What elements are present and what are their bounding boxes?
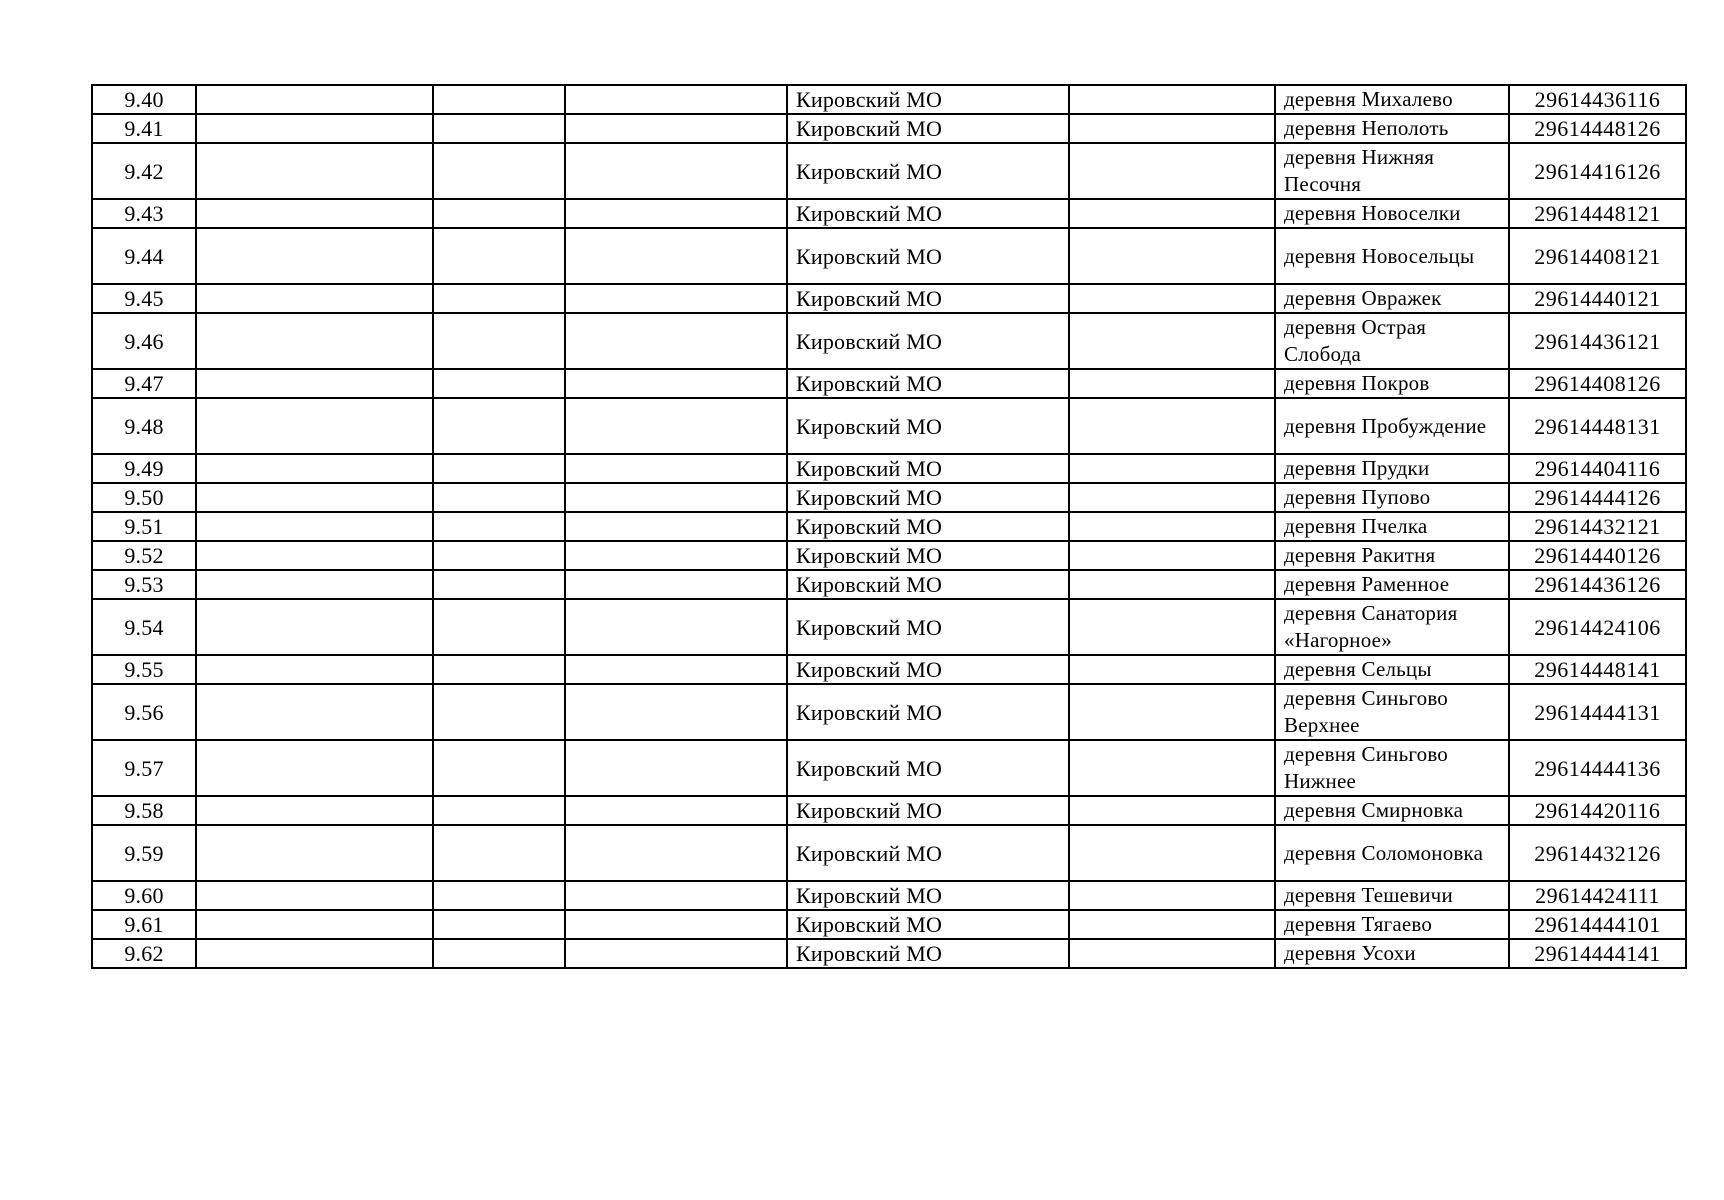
empty-cell [565, 512, 787, 541]
empty-cell [196, 740, 433, 796]
settlement-name-cell: деревня Пупово [1275, 483, 1509, 512]
municipality-cell: Кировский МО [787, 143, 1069, 199]
oktmo-code-cell: 29614448131 [1509, 398, 1686, 454]
empty-cell [565, 398, 787, 454]
settlement-name-cell: деревня Михалево [1275, 85, 1509, 114]
empty-cell [196, 684, 433, 740]
empty-cell [1069, 483, 1275, 512]
table-row [92, 199, 1686, 228]
municipality-cell: Кировский МО [787, 599, 1069, 655]
settlement-name-cell: деревня Пчелка [1275, 512, 1509, 541]
empty-cell [196, 512, 433, 541]
empty-cell [433, 910, 565, 939]
empty-cell [1069, 541, 1275, 570]
empty-cell [1069, 939, 1275, 968]
empty-cell [433, 369, 565, 398]
empty-cell [196, 313, 433, 369]
empty-cell [565, 825, 787, 881]
settlement-name-cell: деревня Прудки [1275, 454, 1509, 483]
settlement-name-cell: деревня Тешевичи [1275, 881, 1509, 910]
empty-cell [196, 825, 433, 881]
settlement-name-cell: деревня Пробуждение [1275, 398, 1509, 454]
oktmo-code-cell: 29614444101 [1509, 910, 1686, 939]
empty-cell [565, 85, 787, 114]
empty-cell [1069, 369, 1275, 398]
empty-cell [433, 512, 565, 541]
empty-cell [196, 454, 433, 483]
empty-cell [565, 599, 787, 655]
empty-cell [196, 939, 433, 968]
oktmo-code-cell: 29614420116 [1509, 796, 1686, 825]
empty-cell [196, 796, 433, 825]
table-row [92, 796, 1686, 825]
municipality-cell: Кировский МО [787, 541, 1069, 570]
empty-cell [565, 740, 787, 796]
municipality-cell: Кировский МО [787, 85, 1069, 114]
municipality-cell: Кировский МО [787, 284, 1069, 313]
empty-cell [565, 454, 787, 483]
empty-cell [565, 483, 787, 512]
table-row [92, 313, 1686, 369]
oktmo-code-cell: 29614436121 [1509, 313, 1686, 369]
empty-cell [565, 313, 787, 369]
municipality-cell: Кировский МО [787, 655, 1069, 684]
oktmo-code-cell: 29614444126 [1509, 483, 1686, 512]
table-row [92, 284, 1686, 313]
empty-cell [433, 939, 565, 968]
municipality-cell: Кировский МО [787, 512, 1069, 541]
row-number-cell: 9.43 [92, 199, 196, 228]
oktmo-code-cell: 29614440126 [1509, 541, 1686, 570]
municipality-cell: Кировский МО [787, 740, 1069, 796]
oktmo-code-cell: 29614404116 [1509, 454, 1686, 483]
empty-cell [433, 655, 565, 684]
table-row [92, 541, 1686, 570]
municipality-cell: Кировский МО [787, 114, 1069, 143]
empty-cell [1069, 85, 1275, 114]
empty-cell [433, 143, 565, 199]
empty-cell [433, 541, 565, 570]
municipality-cell: Кировский МО [787, 454, 1069, 483]
empty-cell [196, 570, 433, 599]
settlement-name-cell: деревня Сельцы [1275, 655, 1509, 684]
empty-cell [196, 369, 433, 398]
row-number-cell: 9.58 [92, 796, 196, 825]
settlement-name-cell: деревня Овражек [1275, 284, 1509, 313]
empty-cell [565, 939, 787, 968]
oktmo-code-cell: 29614448141 [1509, 655, 1686, 684]
empty-cell [196, 114, 433, 143]
empty-cell [1069, 512, 1275, 541]
empty-cell [433, 483, 565, 512]
empty-cell [565, 114, 787, 143]
empty-cell [196, 143, 433, 199]
empty-cell [565, 570, 787, 599]
row-number-cell: 9.61 [92, 910, 196, 939]
empty-cell [1069, 825, 1275, 881]
municipality-cell: Кировский МО [787, 228, 1069, 284]
empty-cell [196, 228, 433, 284]
empty-cell [196, 541, 433, 570]
empty-cell [1069, 284, 1275, 313]
empty-cell [565, 143, 787, 199]
oktmo-code-cell: 29614408126 [1509, 369, 1686, 398]
empty-cell [196, 881, 433, 910]
empty-cell [1069, 143, 1275, 199]
empty-cell [196, 599, 433, 655]
settlement-name-cell: деревня Покров [1275, 369, 1509, 398]
empty-cell [565, 684, 787, 740]
table-row [92, 825, 1686, 881]
municipality-cell: Кировский МО [787, 910, 1069, 939]
empty-cell [433, 740, 565, 796]
row-number-cell: 9.46 [92, 313, 196, 369]
empty-cell [196, 199, 433, 228]
empty-cell [433, 796, 565, 825]
settlement-name-cell: деревня Раменное [1275, 570, 1509, 599]
empty-cell [1069, 910, 1275, 939]
municipality-cell: Кировский МО [787, 825, 1069, 881]
empty-cell [433, 454, 565, 483]
oktmo-code-cell: 29614416126 [1509, 143, 1686, 199]
empty-cell [565, 369, 787, 398]
settlement-name-cell: деревня Нижняя Песочня [1275, 143, 1509, 199]
empty-cell [565, 881, 787, 910]
row-number-cell: 9.54 [92, 599, 196, 655]
row-number-cell: 9.44 [92, 228, 196, 284]
row-number-cell: 9.50 [92, 483, 196, 512]
empty-cell [565, 910, 787, 939]
row-number-cell: 9.51 [92, 512, 196, 541]
oktmo-code-cell: 29614436116 [1509, 85, 1686, 114]
table-row [92, 910, 1686, 939]
empty-cell [433, 599, 565, 655]
empty-cell [565, 228, 787, 284]
settlement-name-cell: деревня Синьгово Верхнее [1275, 684, 1509, 740]
oktmo-code-cell: 29614444131 [1509, 684, 1686, 740]
settlement-name-cell: деревня Неполоть [1275, 114, 1509, 143]
table-row [92, 85, 1686, 114]
table-row [92, 143, 1686, 199]
empty-cell [565, 541, 787, 570]
table-row [92, 684, 1686, 740]
table-row [92, 369, 1686, 398]
empty-cell [1069, 599, 1275, 655]
row-number-cell: 9.49 [92, 454, 196, 483]
table-row [92, 570, 1686, 599]
empty-cell [1069, 796, 1275, 825]
settlement-name-cell: деревня Новосельцы [1275, 228, 1509, 284]
empty-cell [1069, 114, 1275, 143]
municipality-cell: Кировский МО [787, 684, 1069, 740]
table-row [92, 740, 1686, 796]
empty-cell [433, 313, 565, 369]
table-row [92, 114, 1686, 143]
empty-cell [433, 881, 565, 910]
empty-cell [433, 570, 565, 599]
empty-cell [433, 85, 565, 114]
row-number-cell: 9.48 [92, 398, 196, 454]
oktmo-code-cell: 29614448121 [1509, 199, 1686, 228]
settlement-name-cell: деревня Соломоновка [1275, 825, 1509, 881]
empty-cell [565, 284, 787, 313]
oktmo-code-cell: 29614436126 [1509, 570, 1686, 599]
settlement-name-cell: деревня Усохи [1275, 939, 1509, 968]
municipality-cell: Кировский МО [787, 483, 1069, 512]
oktmo-code-cell: 29614444141 [1509, 939, 1686, 968]
row-number-cell: 9.47 [92, 369, 196, 398]
oktmo-code-cell: 29614448126 [1509, 114, 1686, 143]
oktmo-code-cell: 29614408121 [1509, 228, 1686, 284]
oktmo-code-cell: 29614432126 [1509, 825, 1686, 881]
empty-cell [565, 199, 787, 228]
empty-cell [433, 398, 565, 454]
row-number-cell: 9.52 [92, 541, 196, 570]
table-row [92, 599, 1686, 655]
empty-cell [433, 825, 565, 881]
oktmo-code-cell: 29614440121 [1509, 284, 1686, 313]
settlement-table [91, 84, 1687, 969]
row-number-cell: 9.53 [92, 570, 196, 599]
settlement-name-cell: деревня Ракитня [1275, 541, 1509, 570]
row-number-cell: 9.45 [92, 284, 196, 313]
empty-cell [1069, 228, 1275, 284]
oktmo-code-cell: 29614444136 [1509, 740, 1686, 796]
empty-cell [1069, 570, 1275, 599]
row-number-cell: 9.59 [92, 825, 196, 881]
empty-cell [196, 85, 433, 114]
empty-cell [433, 228, 565, 284]
settlement-name-cell: деревня Синьгово Нижнее [1275, 740, 1509, 796]
municipality-cell: Кировский МО [787, 369, 1069, 398]
municipality-cell: Кировский МО [787, 199, 1069, 228]
table-row [92, 655, 1686, 684]
municipality-cell: Кировский МО [787, 570, 1069, 599]
table-row [92, 483, 1686, 512]
row-number-cell: 9.55 [92, 655, 196, 684]
table-row [92, 454, 1686, 483]
municipality-cell: Кировский МО [787, 313, 1069, 369]
empty-cell [196, 398, 433, 454]
table-row [92, 512, 1686, 541]
municipality-cell: Кировский МО [787, 398, 1069, 454]
empty-cell [433, 684, 565, 740]
row-number-cell: 9.41 [92, 114, 196, 143]
table-row [92, 881, 1686, 910]
row-number-cell: 9.40 [92, 85, 196, 114]
empty-cell [1069, 655, 1275, 684]
empty-cell [1069, 684, 1275, 740]
row-number-cell: 9.56 [92, 684, 196, 740]
empty-cell [1069, 881, 1275, 910]
empty-cell [196, 483, 433, 512]
table-row [92, 939, 1686, 968]
oktmo-code-cell: 29614424106 [1509, 599, 1686, 655]
row-number-cell: 9.62 [92, 939, 196, 968]
empty-cell [565, 796, 787, 825]
municipality-cell: Кировский МО [787, 939, 1069, 968]
municipality-cell: Кировский МО [787, 796, 1069, 825]
empty-cell [433, 114, 565, 143]
settlement-name-cell: деревня Тягаево [1275, 910, 1509, 939]
empty-cell [1069, 454, 1275, 483]
empty-cell [1069, 398, 1275, 454]
empty-cell [433, 284, 565, 313]
empty-cell [433, 199, 565, 228]
row-number-cell: 9.57 [92, 740, 196, 796]
table-row [92, 398, 1686, 454]
table-row [92, 228, 1686, 284]
empty-cell [1069, 199, 1275, 228]
settlement-name-cell: деревня Санатория «Нагорное» [1275, 599, 1509, 655]
empty-cell [1069, 740, 1275, 796]
municipality-cell: Кировский МО [787, 881, 1069, 910]
empty-cell [196, 284, 433, 313]
oktmo-code-cell: 29614424111 [1509, 881, 1686, 910]
row-number-cell: 9.42 [92, 143, 196, 199]
empty-cell [565, 655, 787, 684]
oktmo-code-cell: 29614432121 [1509, 512, 1686, 541]
settlement-name-cell: деревня Новоселки [1275, 199, 1509, 228]
empty-cell [196, 910, 433, 939]
settlement-name-cell: деревня Острая Слобода [1275, 313, 1509, 369]
row-number-cell: 9.60 [92, 881, 196, 910]
empty-cell [1069, 313, 1275, 369]
settlement-name-cell: деревня Смирновка [1275, 796, 1509, 825]
table-body [92, 85, 1686, 968]
empty-cell [196, 655, 433, 684]
